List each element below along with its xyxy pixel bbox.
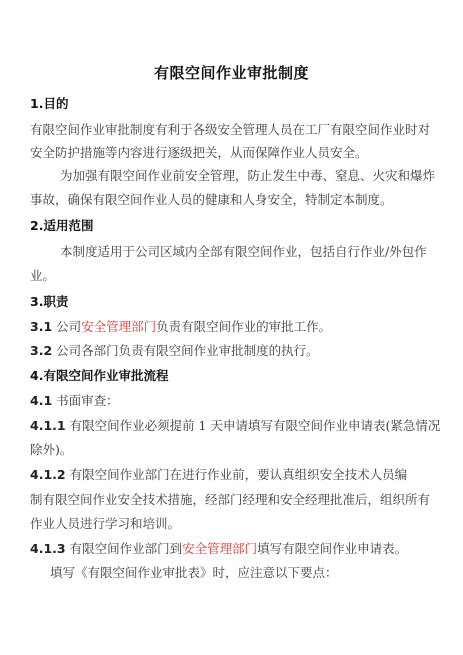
section-1-paragraph-1-line-1: 有限空间作业审批制度有利于各级安全管理人员在工厂有限空间作业时对: [30, 122, 431, 137]
item-text: 有限空间作业部门在进行作业前，要认真组织安全技术人员编: [69, 467, 408, 482]
item-text: 填写有限空间作业申请表。: [257, 541, 408, 556]
section-4-paragraph-last: 填写《有限空间作业审批表》时，应注意以下要点：: [50, 565, 338, 580]
section-1-heading: 1.目的: [30, 96, 69, 111]
item-text: 书面审查：: [56, 393, 119, 408]
item-3-2: [30, 343, 319, 359]
section-2-heading: 2.适用范围: [30, 218, 94, 233]
highlight-text: 安全管理部门: [81, 319, 157, 334]
item-text: 公司: [56, 319, 82, 334]
item-number: 4.1.3: [30, 541, 66, 556]
item-text: 有限空间作业部门到: [69, 541, 183, 556]
section-1-paragraph-2-line-1: 为加强有限空间作业前安全管理，防止发生中毒、窒息、火灾和爆炸: [60, 168, 436, 183]
highlight-text: 安全管理部门: [182, 541, 258, 556]
item-4-1-2-line-2: 制有限空间作业安全技术措施，经部门经理和安全经理批准后，组织所有: [30, 492, 431, 507]
item-3-1: [30, 319, 331, 335]
item-4-1-1-line-1: [30, 418, 440, 434]
item-4-1-2-line-3: 作业人员进行学习和培训。: [30, 516, 181, 531]
item-number: 3.1: [30, 319, 53, 334]
section-1-paragraph-2-line-2: 事故，确保有限空间作业人员的健康和人身安全，特制定本制度。: [30, 192, 393, 207]
item-number: 4.1: [30, 393, 53, 408]
item-4-1-3: [30, 541, 407, 557]
section-4-heading: 4.有限空间作业审批流程: [30, 368, 169, 383]
section-3-heading: 3.职责: [30, 294, 69, 309]
item-4-1-1-line-2: 除外)。: [30, 442, 73, 457]
item-4-1: [30, 393, 119, 409]
item-4-1-2-line-1: [30, 467, 407, 483]
document-title: 有限空间作业审批制度: [153, 64, 309, 82]
item-number: 4.1.1: [30, 418, 66, 433]
item-number: 3.2: [30, 343, 53, 358]
item-number: 4.1.2: [30, 467, 66, 482]
item-text: 公司各部门负责有限空间作业审批制度的执行。: [56, 343, 319, 358]
item-text: 负责有限空间作业的审批工作。: [156, 319, 332, 334]
section-2-paragraph-line-1: 本制度适用于公司区域内全部有限空间作业，包括自行作业/外包作: [60, 244, 427, 259]
section-2-paragraph-line-2: 业。: [30, 268, 56, 283]
section-1-paragraph-1-line-2: 安全防护措施等内容进行逐级把关，从而保障作业人员安全。: [30, 145, 368, 160]
item-text: 有限空间作业必须提前 1 天申请填写有限空间作业申请表(紧急情况: [69, 418, 441, 433]
